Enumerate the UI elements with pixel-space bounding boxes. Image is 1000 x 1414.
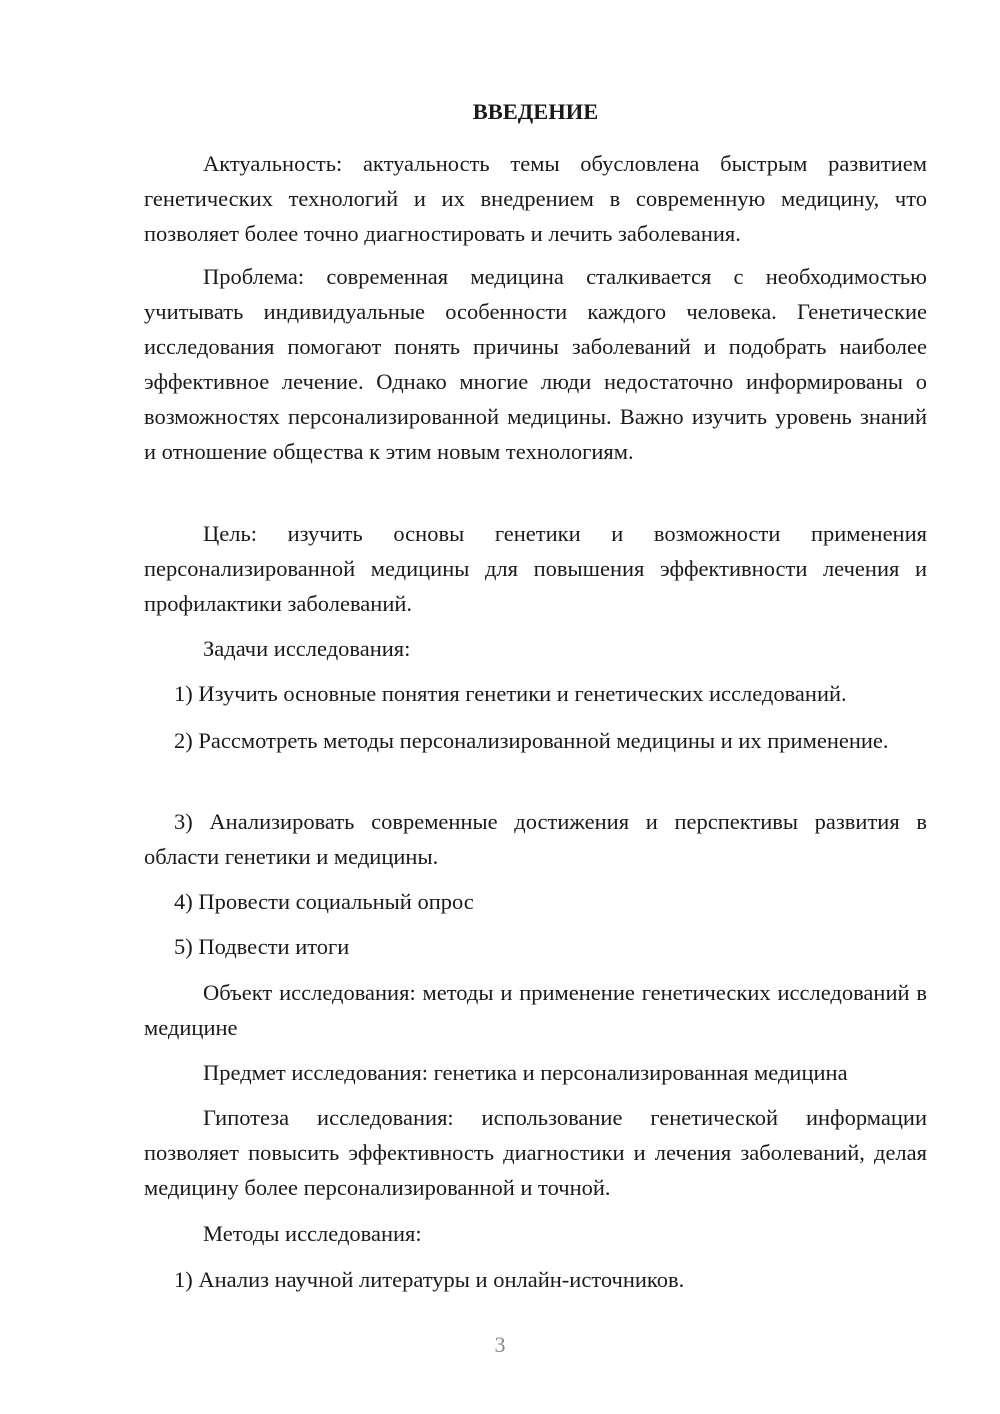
tasks-heading: Задачи исследования: bbox=[203, 636, 411, 661]
task-item-3-block bbox=[144, 804, 927, 874]
methods-heading: Методы исследования: bbox=[203, 1221, 422, 1246]
hypothesis-paragraph-block bbox=[144, 1100, 927, 1205]
subject-paragraph: Предмет исследования: генетика и персонализированная медицина bbox=[203, 1060, 848, 1085]
method-item: 1) Анализ научной литературы и онлайн-источников. bbox=[174, 1267, 685, 1292]
task-item: 1) Изучить основные понятия генетики и генетических исследований. bbox=[174, 681, 847, 706]
methods-heading-block bbox=[144, 1216, 927, 1251]
hypothesis-paragraph: Гипотеза исследования: использование генетической информации позволяет повысить эффективность диагностики и лечения заболеваний, делая медицину более персонализированной и точной. bbox=[144, 1105, 927, 1200]
tasks-heading-block bbox=[144, 631, 927, 666]
problem-paragraph: Проблема: современная медицина сталкивается с необходимостью учитывать индивидуальные особенности каждого человека. Генетические исследования помогают понять причины заболеваний и подобрать наиболее эффективное лечение. Однако многие люди недостаточно информированы о возможностях персонализированной медицины. Важно изучить уровень знаний и отношение общества к этим новым технологиям. bbox=[144, 264, 927, 464]
task-item: 4) Провести социальный опрос bbox=[174, 889, 474, 914]
task-item-1-block bbox=[144, 676, 927, 711]
relevance-paragraph-block bbox=[144, 146, 927, 251]
method-item-1-block bbox=[144, 1262, 927, 1297]
page-number: 3 bbox=[494, 1332, 506, 1357]
task-item: 2) Рассмотреть методы персонализированной медицины и их применение. bbox=[174, 728, 889, 753]
goal-paragraph-block bbox=[144, 516, 927, 621]
subject-paragraph-block bbox=[144, 1055, 927, 1090]
task-item-4-block bbox=[144, 884, 927, 919]
task-item: 3) Анализировать современные достижения и перспективы развития в области генетики и медицины. bbox=[144, 809, 927, 869]
object-paragraph-block bbox=[144, 975, 927, 1045]
task-item-2-block bbox=[144, 723, 927, 758]
problem-paragraph-block bbox=[144, 259, 927, 469]
relevance-paragraph: Актуальность: актуальность темы обусловлена быстрым развитием генетических технологий и их внедрением в современную медицину, что позволяет более точно диагностировать и лечить заболевания. bbox=[144, 151, 927, 246]
task-item: 5) Подвести итоги bbox=[174, 934, 350, 959]
object-paragraph: Объект исследования: методы и применение генетических исследований в медицине bbox=[144, 980, 927, 1040]
goal-paragraph: Цель: изучить основы генетики и возможности применения персонализированной медицины для повышения эффективности лечения и профилактики заболеваний. bbox=[144, 521, 927, 616]
task-item-5-block bbox=[144, 929, 927, 964]
section-heading: ВВЕДЕНИЕ bbox=[472, 99, 599, 124]
